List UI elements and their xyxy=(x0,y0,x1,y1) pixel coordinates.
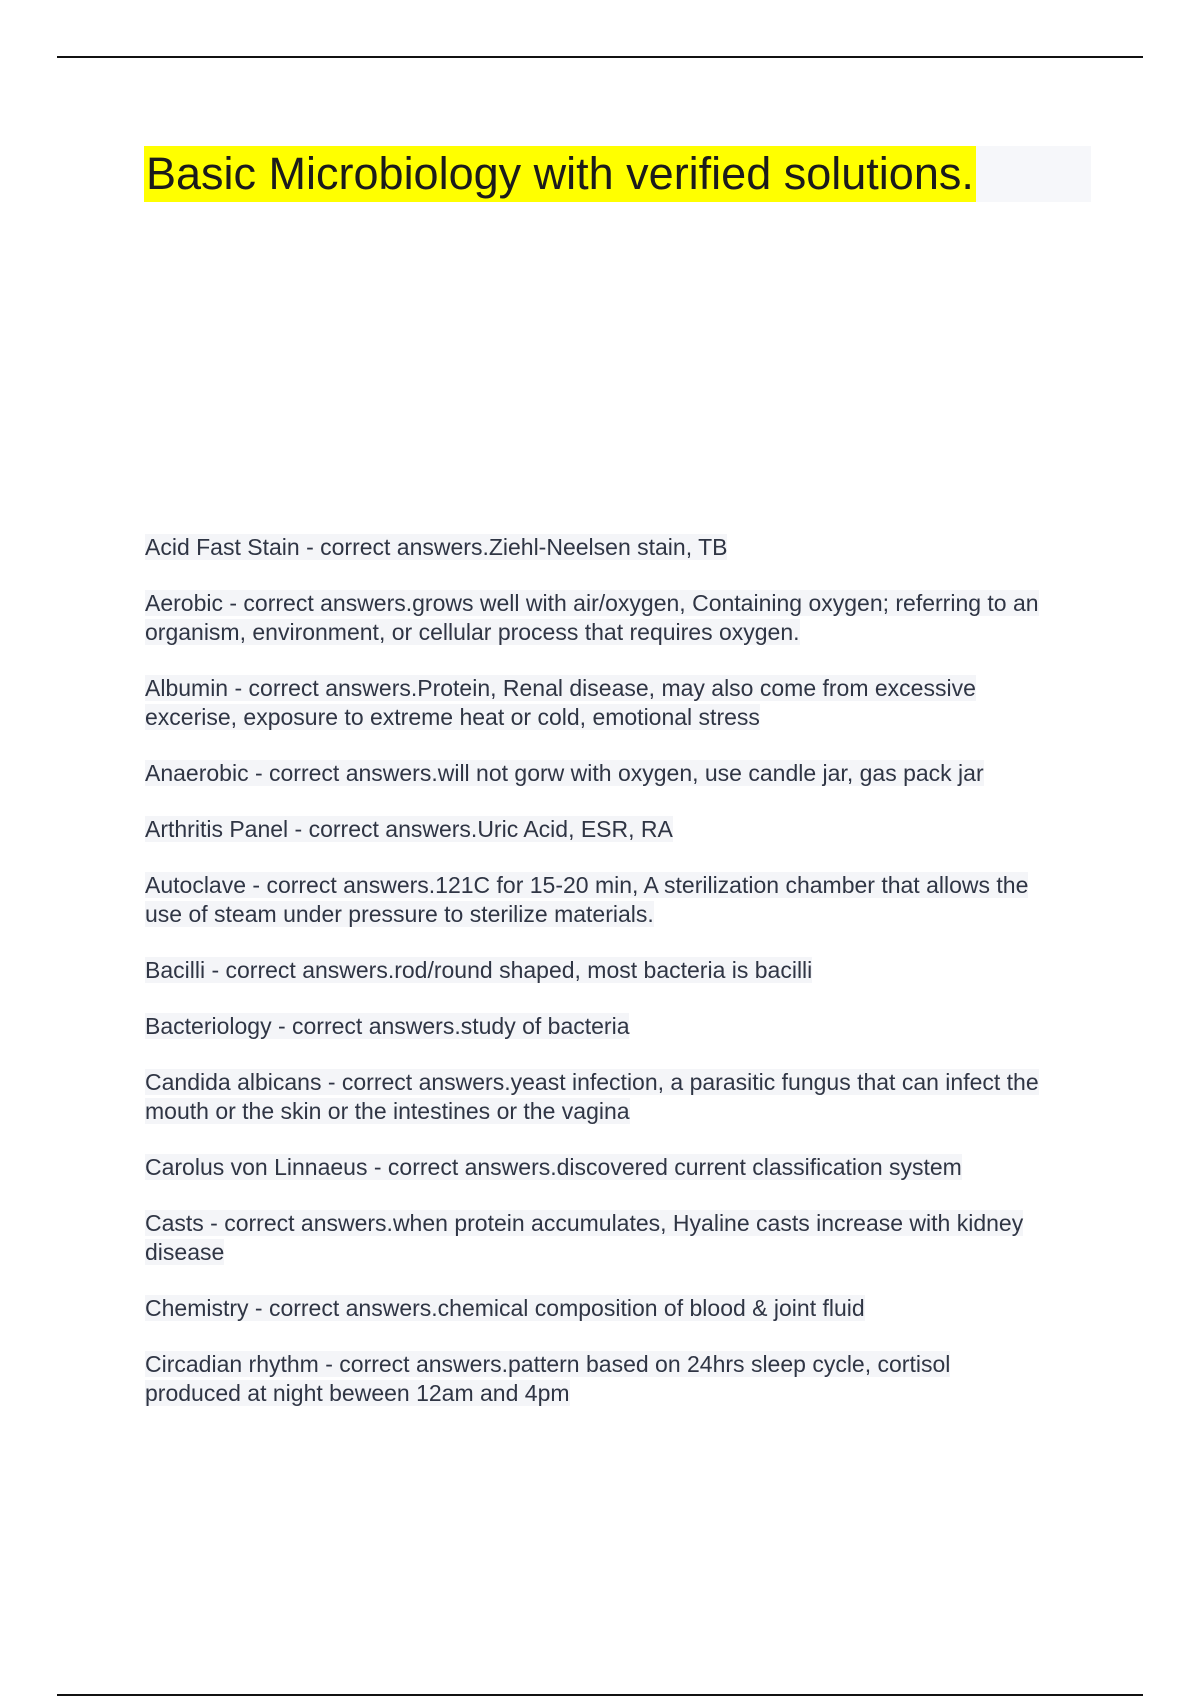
title-block xyxy=(144,146,1091,202)
list-item-text: Candida albicans - correct answers.yeast infection, a parasitic fungus that can infect the xyxy=(145,1069,1039,1095)
list-item xyxy=(145,589,1095,647)
list-item-text: Bacilli - correct answers.rod/round shaped, most bacteria is bacilli xyxy=(145,957,813,983)
list-item-text: Albumin - correct answers.Protein, Renal disease, may also come from excessive xyxy=(145,675,976,701)
list-item xyxy=(145,1209,1095,1267)
list-item-text: Casts - correct answers.when protein accumulates, Hyaline casts increase with kidney xyxy=(145,1210,1024,1236)
page-title: Basic Microbiology with verified solutions. xyxy=(144,146,976,202)
list-item-text: produced at night beween 12am and 4pm xyxy=(145,1380,570,1406)
list-item xyxy=(145,1153,1095,1182)
list-item-text: organism, environment, or cellular process that requires oxygen. xyxy=(145,619,800,645)
list-item-line xyxy=(145,1012,1095,1041)
list-item xyxy=(145,1012,1095,1041)
list-item-text: Acid Fast Stain - correct answers.Ziehl-Neelsen stain, TB xyxy=(145,534,728,560)
list-item-text: Chemistry - correct answers.chemical composition of blood & joint fluid xyxy=(145,1295,865,1321)
list-item-line xyxy=(145,703,1095,732)
list-item-text: use of steam under pressure to sterilize materials. xyxy=(145,901,654,927)
list-item-text: Autoclave - correct answers.121C for 15-20 min, A sterilization chamber that allows the xyxy=(145,872,1029,898)
list-item-line xyxy=(145,674,1095,703)
top-rule xyxy=(57,56,1143,58)
list-item-line xyxy=(145,1068,1095,1097)
list-item xyxy=(145,871,1095,929)
list-item xyxy=(145,759,1095,788)
list-item-text: disease xyxy=(145,1239,225,1265)
list-item-line xyxy=(145,871,1095,900)
list-item-line xyxy=(145,1350,1095,1379)
list-item-text: Carolus von Linnaeus - correct answers.discovered current classification system xyxy=(145,1154,962,1180)
list-item-line xyxy=(145,1238,1095,1267)
list-item-line xyxy=(145,533,1095,562)
list-item-text: Circadian rhythm - correct answers.pattern based on 24hrs sleep cycle, cortisol xyxy=(145,1351,951,1377)
list-item xyxy=(145,1350,1095,1408)
list-item xyxy=(145,674,1095,732)
list-item xyxy=(145,815,1095,844)
list-item-text: Arthritis Panel - correct answers.Uric Acid, ESR, RA xyxy=(145,816,673,842)
list-item-line xyxy=(145,1379,1095,1408)
list-item-line xyxy=(145,759,1095,788)
list-item xyxy=(145,956,1095,985)
entry-list xyxy=(145,533,1095,1435)
list-item xyxy=(145,1068,1095,1126)
list-item xyxy=(145,533,1095,562)
list-item-line xyxy=(145,589,1095,618)
list-item-line xyxy=(145,956,1095,985)
list-item-text: mouth or the skin or the intestines or the vagina xyxy=(145,1098,630,1124)
list-item-line xyxy=(145,1209,1095,1238)
list-item-text: excerise, exposure to extreme heat or cold, emotional stress xyxy=(145,704,760,730)
list-item-line xyxy=(145,815,1095,844)
list-item xyxy=(145,1294,1095,1323)
list-item-text: Anaerobic - correct answers.will not gorw with oxygen, use candle jar, gas pack jar xyxy=(145,760,984,786)
list-item-line xyxy=(145,1153,1095,1182)
list-item-line xyxy=(145,618,1095,647)
list-item-line xyxy=(145,1097,1095,1126)
list-item-text: Bacteriology - correct answers.study of bacteria xyxy=(145,1013,630,1039)
list-item-line xyxy=(145,900,1095,929)
list-item-text: Aerobic - correct answers.grows well with air/oxygen, Containing oxygen; referring to an xyxy=(145,590,1039,616)
bottom-rule xyxy=(57,1694,1143,1696)
list-item-line xyxy=(145,1294,1095,1323)
